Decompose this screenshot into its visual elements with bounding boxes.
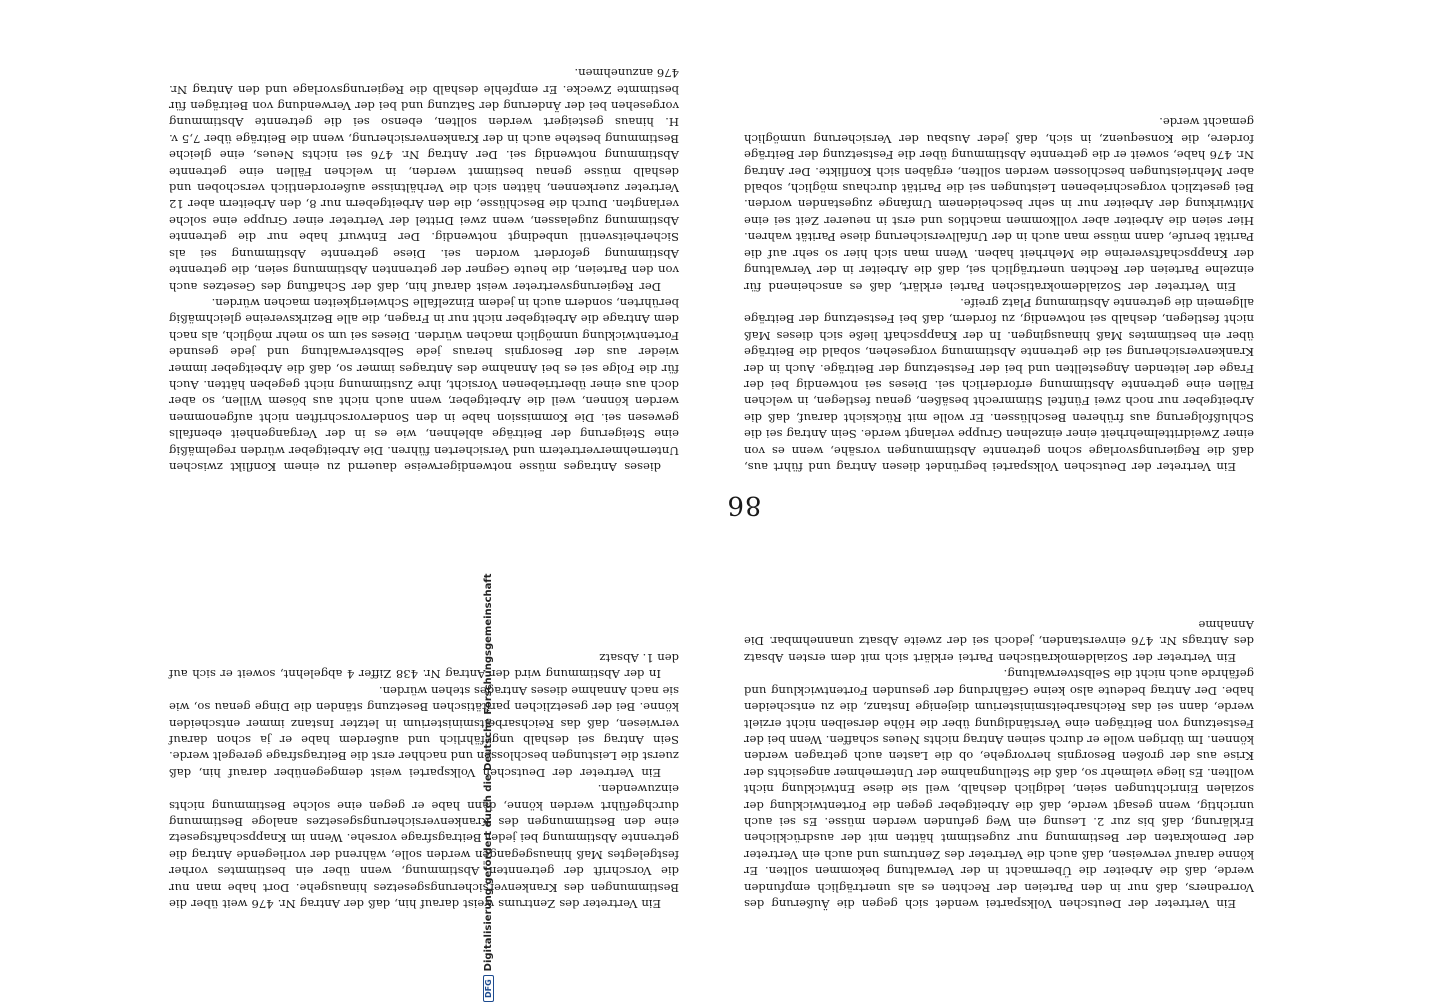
paragraph: Ein Vertreter des Zentrums weist darauf hin, daß der Antrag Nr. 476 weit über die Bestimmungen des Krankenversicherungsgesetzes hinausgehe. Dort habe man nur die Vorschrift der getrennten Abstimmung, wenn über ein bestimmtes vorher festgelegtes Maß hinausgegangen werden solle, während der vorliegende Antrag die getrennte Abstimmung bei jeder Beitragsfrage vorsehe. Wenn im Knappschaftsgesetz eine den Bestimmungen des Krankenversicherungsgesetzes analoge Bestimmung durchgeführt werden könne, dann habe er gegen eine solche Bestimmung nichts einzuwenden. bbox=[169, 782, 679, 911]
text-column-right-continued bbox=[744, 552, 1254, 912]
text-column-left-continued bbox=[169, 552, 679, 912]
text-column-left bbox=[169, 66, 679, 475]
paragraph: Ein Vertreter der Sozialdemokratischen Partei erklärt sich mit dem ersten Absatz des Antrags Nr. 476 einverstanden, jedoch sei der zweite Absatz unannehmbar. Die Annahme bbox=[744, 618, 1254, 665]
digitization-notice bbox=[483, 2, 497, 1002]
dfg-logo-icon: DFG bbox=[483, 975, 494, 1002]
paragraph: Der Regierungsvertreter weist darauf hin, daß der Schaffung des Gesetzes auch von den Parteien, die heute Gegner der getrennten Abstimmung seien, die getrennte Abstimmung gefordert worden sei. Diese getrennte Abstimmung sei als Sicherheitsventil unbedingt notwendig. Der Entwurf habe nur die getrennte Abstimmung zugelassen, wenn zwei Drittel der Vertreter einer Gruppe eine solche verlangten. Durch die Beschlüsse, die den Arbeitgebern nur 8, den Arbeitern aber 12 Vertreter zuerkennen, hätten sich die Verhältnisse außerordentlich verschoben und deshalb müsse genau bestimmt werden, in welchen Fällen eine getrennte Abstimmung notwendig sei. Der Antrag Nr. 476 sei nichts Neues, eine gleiche Bestimmung bestehe auch in der Krankenversicherung, wenn die Beiträge über 7,5 v. H. hinaus gesteigert werden sollten, ebenso sei die getrennte Abstimmung vorgesehen bei der Änderung der Satzung und bei der Verwendung von Beiträgen für bestimmte Zwecke. Er empfehle deshalb die Regierungsvorlage und den Antrag Nr. 476 anzunehmen. bbox=[169, 66, 679, 294]
page-number: 86 bbox=[726, 490, 762, 520]
notice-text: Digitalisierung gefördert durch die Deutsche Forschungsgemeinschaft bbox=[483, 573, 494, 972]
paragraph: Ein Vertreter der Deutschen Volkspartei wendet sich gegen die Äußerung des Vorredners, daß nur in den Parteien der Rechten es als unerträglich empfunden werde, daß die Arbeiter die Übermacht in der Verwaltung bekommen sollten. Er könne darauf verweisen, daß auch die Vertreter des Zentrums und auch ein Vertreter der Demokraten der Bestimmung nur zugestimmt hätten mit der ausdrücklichen Erklärung, daß bis zur 2. Lesung ein Weg gefunden werden müsse. Es sei auch unrichtig, wenn gesagt werde, daß die Arbeitgeber gegen die Fortentwicklung der sozialen Einrichtungen seien, lediglich deshalb, weil sie diese Entwicklung nicht wollten. Es liege vielmehr so, daß die Stellungnahme der Unternehmer angesichts der Krise aus der großen Besorgnis hervorgehe, ob die Lasten auch getragen werden können. Im übrigen wolle er durch seinen Antrag nichts Neues schaffen. Wenn bei der Festsetzung von Beiträgen eine Verständigung über die Höhe derselben nicht erzielt werde, dann sei das Reichsarbeitsministerium diejenige Instanz, die zu entscheiden habe. Der Antrag bedeute also keine Gefährdung der gesunden Fortentwicklung und gefährde auch nicht die Selbstverwaltung. bbox=[744, 667, 1254, 911]
paragraph: dieses Antrages müsse notwendigerweise dauernd zu einem Konflikt zwischen Unternehmervertretern und Versicherten führen. Die Arbeitgeber würden regelmäßig eine Steigerung der Beiträge ablehnen, wie es in der Vergangenheit ebenfalls gewesen sei. Die Kommission habe in den Sondervorschriften nicht aufgenommen werden können, weil die Arbeitgeber, wenn auch nicht aus bösem Willen, so aber doch aus einer übertriebenen Vorsicht, ihre Zustimmung nicht gegeben hätten. Auch für die Folge sei es bei Annahme des Antrages immer so, daß die Arbeitgeber immer wieder aus der Besorgnis heraus jede Selbstverwaltung und jede gesunde Fortentwicklung unmöglich machen würden. Dieses sei um so mehr möglich, als nach dem Antrage die Arbeitgeber nicht nur in Fragen, die alle Bezirksvereine gleichmäßig berührten, sondern auch in jedem Einzelfalle Schwierigkeiten machen würden. bbox=[169, 295, 679, 474]
paragraph: Ein Vertreter der Deutschen Volkspartei weist demgegenüber darauf hin, daß zuerst die Leistungen beschlossen und nachher erst die Beitragsfrage geregelt werde. Sein Antrag sei deshalb ungefährlich und außerdem habe er ja schon darauf verwiesen, daß das Reichsarbeitsministerium in letzter Instanz immer entscheiden könne. Bei der gesetzlichen paritätischen Besetzung ständen die Dinge genau so, wie sie nach Annahme dieses Antrages stehen würden. bbox=[169, 683, 679, 780]
paragraph: Ein Vertreter der Sozialdemokratischen Partei erklärt, daß es anscheinend für einzelne Parteien der Rechten unerträglich sei, daß die Arbeiter in der Verwaltung der Knappschaftsvereine die Mehrheit haben. Wenn man sich hier so sehr auf die Parität berufe, dann müsse man auch in der Unfallversicherung diese Parität wahren. Hier seien die Arbeiter aber vollkommen machtlos und erst in neuerer Zeit sei eine Mitwirkung der Arbeiter nur in sehr bescheidenem Umfange zugestanden worden. Bei gesetzlich vorgeschriebenen Leistungen sei die Parität durchaus möglich, sobald aber Mehrleistungen beschlossen werden sollten, ergäben sich Konflikte. Der Antrag Nr. 476 habe, soweit er die getrennte Abstimmung über die Festsetzung der Beiträge fordere, die Konsequenz, in sich, daß jeder Ausbau der Versicherung unmöglich gemacht werde. bbox=[744, 115, 1254, 294]
paragraph: Ein Vertreter der Deutschen Volkspartei begründet diesen Antrag und führt aus, daß die Regierungsvorlage schon getrennte Abstimmungen vorsähe, wenn es von einer Zweidrittelmehrheit einer einzelnen Gruppe verlangt werde. Sein Antrag sei die Schlußfolgerung aus früheren Beschlüssen. Er wolle mit Rücksicht darauf, daß die Arbeitgeber nur noch zwei Fünftel Stimmrecht besäßen, genau festlegen, in welchen Fällen eine getrennte Abstimmung erforderlich sei. Dieses sei notwendig bei der Frage der leitenden Angestellten und bei der Festsetzung der Beiträge. Auch in der Krankenversicherung sei die getrennte Abstimmung vorgesehen, sobald die Beiträge über ein bestimmtes Maß hinausgingen. In der Knappschaft ließe sich dieses Maß nicht festlegen, deshalb sei notwendig, zu fordern, daß bei Festsetzung der Beiträge allgemein die getrennte Abstimmung Platz greife. bbox=[744, 295, 1254, 474]
paragraph: In der Abstimmung wird der Antrag Nr. 438 Ziffer 4 abgelehnt, soweit er sich auf den 1. Absatz bbox=[169, 650, 679, 682]
text-column-right bbox=[744, 95, 1254, 475]
